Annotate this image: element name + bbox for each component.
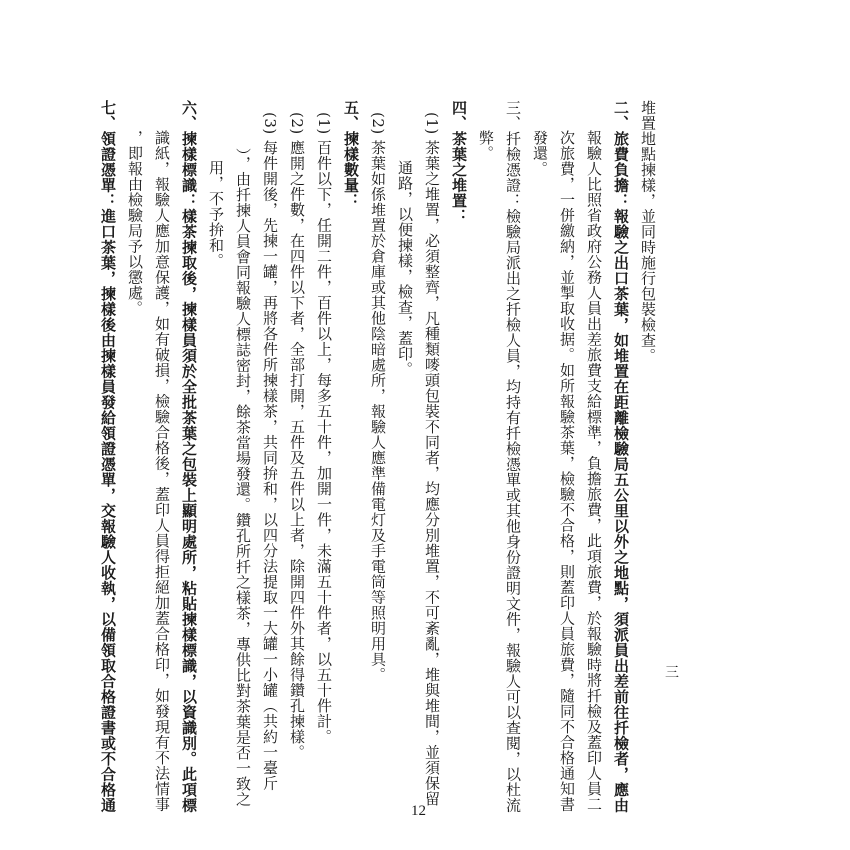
- text-column: 發還。: [531, 130, 549, 177]
- section-heading: 五、揀樣數量：: [342, 100, 360, 209]
- text-column: (2) 茶葉如係堆置於倉庫或其他陰暗處所，報驗人應準備電灯及手電筒等照明用具。: [369, 112, 387, 683]
- section-heading: 四、茶葉之堆置：: [450, 100, 468, 224]
- text-column: 六、揀樣標識：樣茶揀取後，揀樣員須於全批茶葉之包裝上顯明處所，粘貼揀樣標識，以資識別。此項標: [180, 100, 198, 813]
- text-column: 二、旅費負擔：報驗之出口茶葉，如堆置在距離檢驗局五公里以外之地點，須派員出差前往扦檢者，應由: [612, 100, 630, 813]
- margin-mark: 三: [665, 665, 679, 681]
- text-column: 次旅費，一併繳納，並掣取收据。如所報驗茶葉，檢驗不合格，則蓋印人員旅費，隨同不合格通知書: [558, 130, 576, 812]
- text-column: 弊。: [477, 130, 495, 161]
- text-column: (1) 百件以下，任開二件，百件以上，每多五十件，加開一件，未滿五十件者，以五十件計。: [315, 112, 333, 745]
- text-column: 堆置地點揀樣，並同時施行包裝檢查。: [639, 100, 657, 364]
- text-column: 用，不予拚和。: [207, 160, 225, 269]
- text-column: 通路，以便揀樣，檢查，蓋印。: [396, 160, 414, 377]
- text-column: 識紙，報驗人應加意保護，如有破損，檢驗合格後，蓋印人員得拒絕加蓋合格印，如發現有不法情事: [153, 130, 171, 812]
- text-column: ，即報由檢驗局予以懲處。: [126, 130, 144, 316]
- text-column: (3) 每件開後，先揀一罐，再將各件所揀樣茶，共同拚和，以四分法提取一大罐一小罐（共約一臺斤: [261, 112, 279, 792]
- text-column: (1) 茶葉之堆置，必須整齊，凡種類嘜頭包裝不同者，均應分別堆置，不可紊亂，堆與堆間，並須保留: [423, 112, 441, 807]
- text-column: 七、領證憑單：進口茶葉，揀樣後由揀樣員發給領證憑單，交報驗人收執，以備領取合格證書或不合格通: [99, 100, 117, 813]
- text-column: 報驗人比照省政府公務人員出差旅費支給標準，負擔旅費，此項旅費，於報驗時將扦檢及蓋印人員二: [585, 130, 603, 812]
- text-column: ），由扦揀人員會同報驗人標誌密封，餘茶當場發還。鑽孔所扦之樣茶，專供比對茶葉是否一致之: [234, 148, 252, 807]
- text-column: 三、扦檢憑證：檢驗局派出之扦檢人員，均持有扦檢憑單或其他身份證明文件，報驗人可以查閱，以杜流: [504, 100, 522, 813]
- page-number: 12: [411, 803, 426, 819]
- text-column: (2) 應開之件數，在四件以下者，全部打開，五件及五件以上者，除開四件外其餘得鑽孔揀樣。: [288, 112, 306, 761]
